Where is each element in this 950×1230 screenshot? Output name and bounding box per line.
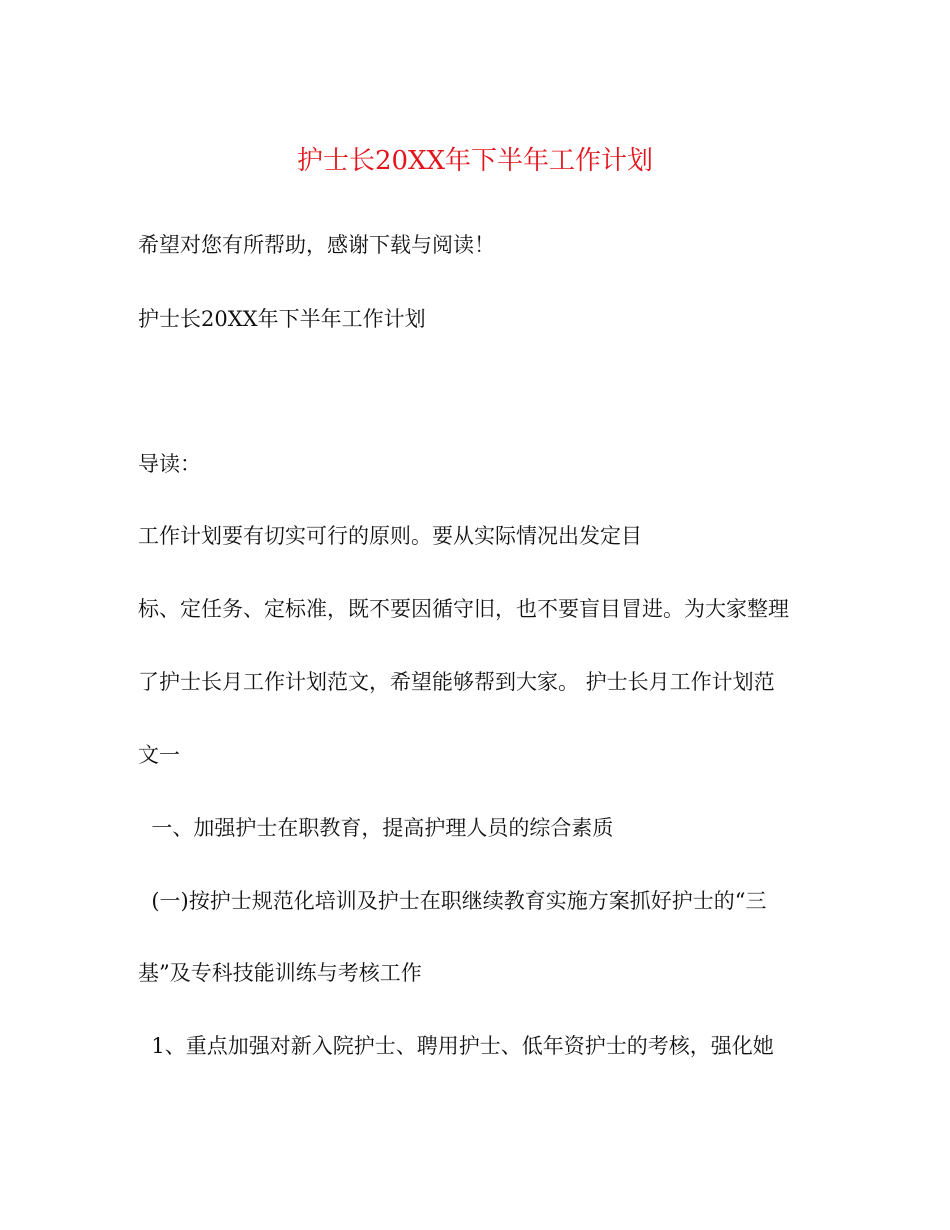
body-line: 基”及专科技能训练与考核工作 <box>138 961 422 985</box>
section-heading: 一、加强护士在职教育，提高护理人员的综合素质 <box>138 816 614 840</box>
intro-line: 希望对您有所帮助，感谢下载与阅读！ <box>138 233 495 257</box>
subtitle-line: 护士长20XX年下半年工作计划 <box>138 307 426 331</box>
body-line: 标、定任务、定标准，既不要因循守旧，也不要盲目冒进。为大家整理 <box>138 597 789 621</box>
document-title: 护士长20XX年下半年工作计划 <box>296 146 654 176</box>
subsection-heading: (一)按护士规范化培训及护士在职继续教育实施方案抓好护士的“三 <box>138 889 767 913</box>
body-line: 1、重点加强对新入院护士、聘用护士、低年资护士的考核，强化她 <box>138 1034 774 1058</box>
body-line: 文一 <box>138 743 180 767</box>
body-line: 了护士长月工作计划范文，希望能够帮到大家。 护士长月工作计划范 <box>138 670 775 694</box>
body-line: 工作计划要有切实可行的原则。要从实际情况出发定目 <box>138 524 642 548</box>
guide-label: 导读： <box>138 452 201 476</box>
